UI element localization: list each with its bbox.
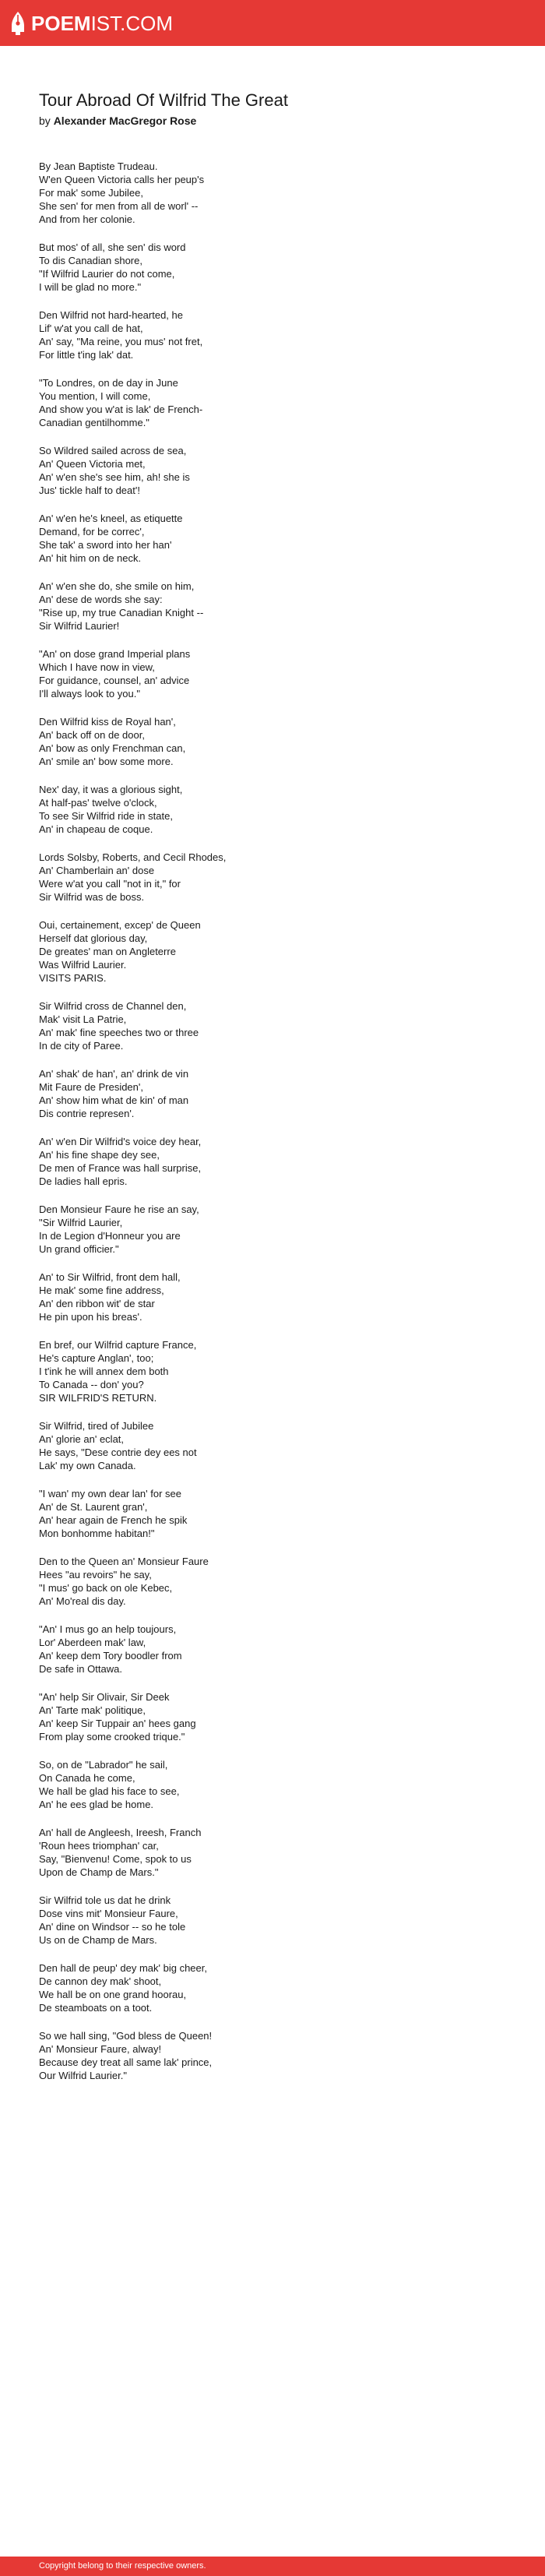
- poem-line: So, on de "Labrador" he sail,: [39, 1759, 168, 1771]
- poem-line: Den Monsieur Faure he rise an say,: [39, 1203, 199, 1215]
- poem-line: "An' help Sir Olivair, Sir Deek: [39, 1691, 170, 1703]
- poem-line: An' bow as only Frenchman can,: [39, 742, 186, 754]
- poem-stanza: [39, 1555, 506, 1608]
- byline: [39, 113, 506, 129]
- poem-line: Our Wilfrid Laurier.": [39, 2070, 127, 2081]
- poem-stanza: [39, 715, 506, 768]
- poem-line: Un grand officier.": [39, 1243, 119, 1255]
- poem-line: In de city of Paree.: [39, 1040, 124, 1052]
- poem-line: Say, "Bienvenu! Come, spok to us: [39, 1853, 192, 1865]
- poem-title: Tour Abroad Of Wilfrid The Great: [39, 90, 288, 110]
- poem-line: Lak' my own Canada.: [39, 1460, 136, 1471]
- poem-stanza: [39, 1419, 506, 1472]
- poem-line: An' w'en he's kneel, as etiquette: [39, 513, 183, 524]
- poem-line: Mit Faure de Presiden',: [39, 1081, 143, 1093]
- poem-line: So we hall sing, "God bless de Queen!: [39, 2030, 213, 2042]
- poem-line: I'll always look to you.": [39, 688, 140, 700]
- poem-stanza: [39, 2029, 506, 2082]
- poem-line: For mak' some Jubilee,: [39, 187, 143, 199]
- poem-line: On Canada he come,: [39, 1772, 135, 1784]
- poem-line: An' Queen Victoria met,: [39, 458, 146, 470]
- poem-line: An' his fine shape dey see,: [39, 1149, 160, 1161]
- poem-stanza: [39, 1338, 506, 1404]
- poem-line: To see Sir Wilfrid ride in state,: [39, 810, 173, 822]
- poem-line: I t'ink he will annex dem both: [39, 1366, 169, 1377]
- poem-body: [39, 160, 506, 2082]
- poem-line: Nex' day, it was a glorious sight,: [39, 784, 183, 795]
- poem-line: Was Wilfrid Laurier.: [39, 959, 127, 971]
- poem-line: So Wildred sailed across de sea,: [39, 445, 187, 456]
- poem-line: "An' I mus go an help toujours,: [39, 1623, 177, 1635]
- poem-line: Herself dat glorious day,: [39, 932, 148, 944]
- poem-line: An' smile an' bow some more.: [39, 756, 174, 767]
- poem-line: De steamboats on a toot.: [39, 2002, 153, 2014]
- poem-line: In de Legion d'Honneur you are: [39, 1230, 181, 1242]
- poem-line: I will be glad no more.": [39, 281, 142, 293]
- poem-line: Sir Wilfrid cross de Channel den,: [39, 1000, 187, 1012]
- poem-line: An' de St. Laurent gran',: [39, 1501, 148, 1513]
- poem-line: Us on de Champ de Mars.: [39, 1934, 157, 1946]
- poem-line: To Canada -- don' you?: [39, 1379, 144, 1390]
- poem-line: "To Londres, on de day in June: [39, 377, 178, 389]
- poem-stanza: [39, 918, 506, 985]
- poem-line: Lif' w'at you call de hat,: [39, 322, 143, 334]
- poem-line: We hall be on one grand hoorau,: [39, 1989, 187, 2000]
- poem-line: Lords Solsby, Roberts, and Cecil Rhodes,: [39, 851, 227, 863]
- poem-line: An' keep dem Tory boodler from: [39, 1650, 182, 1662]
- poem-line: From play some crooked trique.": [39, 1731, 185, 1743]
- poem-line: An' back off on de door,: [39, 729, 145, 741]
- poem-stanza: [39, 1961, 506, 2014]
- poem-line: An' say, "Ma reine, you mus' not fret,: [39, 336, 203, 347]
- poem-line: An' w'en she's see him, ah! she is: [39, 471, 190, 483]
- poem-stanza: [39, 1270, 506, 1323]
- poem-line: "I wan' my own dear lan' for see: [39, 1488, 181, 1499]
- poem-line: Hees "au revoirs" he say,: [39, 1569, 152, 1580]
- poem-line: "If Wilfrid Laurier do not come,: [39, 268, 175, 280]
- poem-stanza: [39, 783, 506, 836]
- poem-line: Sir Wilfrid, tired of Jubilee: [39, 1420, 154, 1432]
- poem-stanza: [39, 241, 506, 294]
- poem-line: You mention, I will come,: [39, 390, 151, 402]
- poem-line: De ladies hall epris.: [39, 1175, 128, 1187]
- poem-line: For little t'ing lak' dat.: [39, 349, 134, 361]
- poem-line: He mak' some fine address,: [39, 1284, 164, 1296]
- poem-line: De cannon dey mak' shoot,: [39, 1975, 162, 1987]
- poem-line: Which I have now in view,: [39, 661, 155, 673]
- poem-line: An' den ribbon wit' de star: [39, 1298, 155, 1309]
- poem-line: Demand, for be correc',: [39, 526, 145, 537]
- poem-stanza: [39, 160, 506, 226]
- poem-line: Because dey treat all same lak' prince,: [39, 2056, 213, 2068]
- poem-line: For guidance, counsel, an' advice: [39, 675, 190, 686]
- poem-stanza: [39, 1894, 506, 1947]
- logo-text: POEMIST.COM: [31, 12, 174, 35]
- poem-line: De men of France was hall surprise,: [39, 1162, 202, 1174]
- poem-line: 'Roun hees triomphan' car,: [39, 1840, 159, 1852]
- poem-line: "I mus' go back on ole Kebec,: [39, 1582, 173, 1594]
- poem-line: An' dese de words she say:: [39, 594, 163, 605]
- poem-line: VISITS PARIS.: [39, 972, 107, 984]
- poem-line: An' w'en Dir Wilfrid's voice dey hear,: [39, 1136, 202, 1147]
- poem-line: He's capture Anglan', too;: [39, 1352, 154, 1364]
- poem-line: SIR WILFRID'S RETURN.: [39, 1392, 157, 1404]
- poem-line: Sir Wilfrid was de boss.: [39, 891, 145, 903]
- poem-line: We hall be glad his face to see,: [39, 1785, 180, 1797]
- poem-stanza: [39, 376, 506, 429]
- poem-stanza: [39, 999, 506, 1052]
- poem-line: He pin upon his breas'.: [39, 1311, 142, 1323]
- poem-content: [39, 90, 506, 2097]
- poem-line: An' w'en she do, she smile on him,: [39, 580, 195, 592]
- poem-line: W'en Queen Victoria calls her peup's: [39, 174, 205, 185]
- poem-line: Den Wilfrid kiss de Royal han',: [39, 716, 176, 728]
- poem-line: An' Mo'real dis day.: [39, 1595, 126, 1607]
- poem-line: De safe in Ottawa.: [39, 1663, 122, 1675]
- poem-line: An' Tarte mak' politique,: [39, 1704, 146, 1716]
- pen-nib-icon: [9, 11, 26, 36]
- poem-line: Jus' tickle half to deat'!: [39, 485, 140, 496]
- poem-line: Den Wilfrid not hard-hearted, he: [39, 309, 183, 321]
- poem-stanza: [39, 1758, 506, 1811]
- poem-stanza: [39, 1623, 506, 1676]
- poem-stanza: [39, 647, 506, 700]
- poem-line: She tak' a sword into her han': [39, 539, 172, 551]
- poem-line: "An' on dose grand Imperial plans: [39, 648, 191, 660]
- poem-stanza: [39, 851, 506, 904]
- poem-stanza: [39, 1487, 506, 1540]
- poem-line: Sir Wilfrid tole us dat he drink: [39, 1894, 171, 1906]
- poem-line: At half-pas' twelve o'clock,: [39, 797, 157, 809]
- poem-line: Upon de Champ de Mars.": [39, 1866, 159, 1878]
- poem-stanza: [39, 308, 506, 361]
- poem-line: En bref, our Wilfrid capture France,: [39, 1339, 197, 1351]
- poem-line: An' hit him on de neck.: [39, 552, 142, 564]
- poem-line: Oui, certainement, excep' de Queen: [39, 919, 201, 931]
- poem-line: An' in chapeau de coque.: [39, 823, 153, 835]
- poem-line: She sen' for men from all de worl' --: [39, 200, 199, 212]
- poem-line: "Sir Wilfrid Laurier,: [39, 1217, 123, 1228]
- poem-line: An' show him what de kin' of man: [39, 1094, 189, 1106]
- poem-line: An' shak' de han', an' drink de vin: [39, 1068, 189, 1080]
- poem-line: An' glorie an' eclat,: [39, 1433, 125, 1445]
- poem-line: Mak' visit La Patrie,: [39, 1013, 127, 1025]
- poem-stanza: [39, 1135, 506, 1188]
- poem-line: De greates' man on Angleterre: [39, 946, 176, 957]
- poem-stanza: [39, 1690, 506, 1743]
- poem-line: An' hear again de French he spik: [39, 1514, 188, 1526]
- poem-line: Dose vins mit' Monsieur Faure,: [39, 1908, 178, 1919]
- poem-line: And show you w'at is lak' de French-: [39, 403, 203, 415]
- poem-line: But mos' of all, she sen' dis word: [39, 241, 186, 253]
- poem-stanza: [39, 1203, 506, 1256]
- top-bar: [0, 0, 545, 46]
- poem-stanza: [39, 512, 506, 565]
- poem-stanza: [39, 444, 506, 497]
- poem-line: An' mak' fine speeches two or three: [39, 1027, 199, 1038]
- site-logo[interactable]: [9, 10, 173, 37]
- poem-line: Canadian gentilhomme.": [39, 417, 149, 428]
- poem-line: Sir Wilfrid Laurier!: [39, 620, 120, 632]
- poem-line: An' Chamberlain an' dose: [39, 865, 155, 876]
- poem-line: Dis contrie represen'.: [39, 1108, 135, 1119]
- by-prefix: by: [39, 115, 51, 127]
- poem-stanza: [39, 1826, 506, 1879]
- poem-line: An' dine on Windsor -- so he tole: [39, 1921, 186, 1933]
- poem-line: Lor' Aberdeen mak' law,: [39, 1637, 146, 1648]
- poem-line: Were w'at you call "not in it," for: [39, 878, 181, 890]
- poem-line: An' to Sir Wilfrid, front dem hall,: [39, 1271, 181, 1283]
- poem-line: An' he ees glad be home.: [39, 1799, 154, 1810]
- poem-line: Den to the Queen an' Monsieur Faure: [39, 1556, 209, 1567]
- poem-line: By Jean Baptiste Trudeau.: [39, 160, 158, 172]
- poem-line: Den hall de peup' dey mak' big cheer,: [39, 1962, 207, 1974]
- poem-line: "Rise up, my true Canadian Knight --: [39, 607, 204, 618]
- poem-line: An' hall de Angleesh, Ireesh, Franch: [39, 1827, 202, 1838]
- copyright-notice: Copyright belong to their respective owners.: [39, 2561, 206, 2571]
- poem-line: Mon bonhomme habitan!": [39, 1528, 155, 1539]
- poem-line: To dis Canadian shore,: [39, 255, 142, 266]
- author-name[interactable]: Alexander MacGregor Rose: [53, 115, 197, 127]
- poem-stanza: [39, 580, 506, 633]
- poem-stanza: [39, 1067, 506, 1120]
- footer-bar: [0, 2557, 545, 2576]
- poem-line: An' keep Sir Tuppair an' hees gang: [39, 1718, 196, 1729]
- poem-line: He says, "Dese contrie dey ees not: [39, 1447, 197, 1458]
- poem-line: An' Monsieur Faure, alway!: [39, 2043, 162, 2055]
- poem-line: And from her colonie.: [39, 213, 135, 225]
